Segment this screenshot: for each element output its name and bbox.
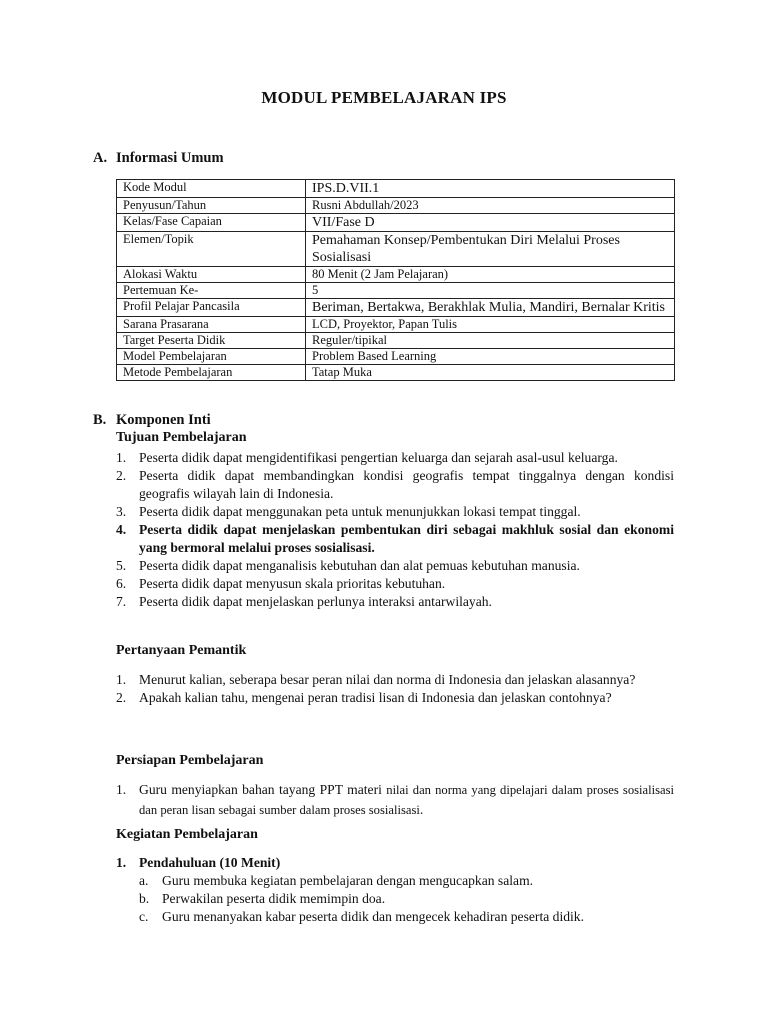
list-text: Peserta didik dapat menjelaskan pembentukan diri sebagai makhluk sosial dan ekonomi yang bermoral melalui proses sosialisasi.: [139, 522, 674, 555]
list-item: [116, 593, 674, 611]
list-letter: b.: [139, 891, 150, 906]
table-key: Profil Pelajar Pancasila: [117, 299, 306, 317]
table-key: Metode Pembelajaran: [117, 365, 306, 381]
table-value: Pemahaman Konsep/Pembentukan Diri Melalui Proses Sosialisasi: [306, 232, 675, 267]
list-number: 1.: [116, 672, 127, 687]
table-row: [117, 198, 675, 214]
table-value: Beriman, Bertakwa, Berakhlak Mulia, Mandiri, Bernalar Kritis: [306, 299, 675, 317]
list-text: Guru menanyakan kabar peserta didik dan mengecek kehadiran peserta didik.: [162, 909, 584, 924]
list-number: 6.: [116, 576, 127, 591]
list-item: [116, 854, 674, 872]
document-title: MODUL PEMBELAJARAN IPS: [261, 88, 507, 107]
list-item: [116, 503, 674, 521]
list-text: Guru menyiapkan bahan tayang PPT materi: [139, 782, 387, 797]
list-item: [116, 467, 674, 503]
list-item: [116, 575, 674, 593]
list-letter: a.: [139, 873, 149, 888]
kegiatan-heading: Kegiatan Pembelajaran: [116, 827, 258, 842]
list-text: Peserta didik dapat menyusun skala prioritas kebutuhan.: [139, 576, 446, 591]
tujuan-heading: Tujuan Pembelajaran: [116, 430, 247, 445]
table-value: 5: [306, 283, 675, 299]
table-value: Tatap Muka: [306, 365, 675, 381]
list-item: [116, 671, 674, 689]
section-a-letter: A.: [93, 150, 108, 166]
table-row: [117, 333, 675, 349]
table-row: [117, 283, 675, 299]
list-text: Guru membuka kegiatan pembelajaran dengan mengucapkan salam.: [162, 873, 534, 888]
table-row: [117, 214, 675, 232]
list-number: 4.: [116, 522, 127, 537]
list-text: Menurut kalian, seberapa besar peran nilai dan norma di Indonesia dan jelaskan alasannya?: [139, 672, 636, 687]
list-text: Peserta didik dapat mengidentifikasi pengertian keluarga dan sejarah asal-usul keluarga.: [139, 450, 618, 465]
pertanyaan-heading: Pertanyaan Pemantik: [116, 643, 247, 658]
table-key: Alokasi Waktu: [117, 267, 306, 283]
list-text: Peserta didik dapat menjelaskan perlunya interaksi antarwilayah.: [139, 594, 492, 609]
table-value: Problem Based Learning: [306, 349, 675, 365]
table-row: [117, 317, 675, 333]
table-key: Kelas/Fase Capaian: [117, 214, 306, 232]
list-text: Peserta didik dapat membandingkan kondisi geografis tempat tinggalnya dengan kondisi geografis wilayah lain di Indonesia.: [139, 468, 674, 501]
list-text: Perwakilan peserta didik memimpin doa.: [162, 891, 386, 906]
list-item: [116, 449, 674, 467]
list-text: Apakah kalian tahu, mengenai peran tradisi lisan di Indonesia dan jelaskan contohnya?: [139, 690, 612, 705]
list-item: [139, 872, 675, 890]
list-item: [116, 780, 674, 820]
list-number: 2.: [116, 468, 127, 483]
list-item: [139, 890, 675, 908]
list-number: 7.: [116, 594, 127, 609]
kegiatan-list: [116, 854, 674, 872]
table-row: [117, 180, 675, 198]
table-row: [117, 299, 675, 317]
table-key: Elemen/Topik: [117, 232, 306, 267]
table-value: LCD, Proyektor, Papan Tulis: [306, 317, 675, 333]
list-number: 1.: [116, 782, 127, 797]
table-value: 80 Menit (2 Jam Pelajaran): [306, 267, 675, 283]
list-item: [139, 908, 675, 926]
list-text: Peserta didik dapat menganalisis kebutuhan dan alat pemuas kebutuhan manusia.: [139, 558, 580, 573]
section-a-title: Informasi Umum: [116, 150, 224, 166]
list-item: [116, 521, 674, 557]
section-a-heading: [93, 150, 224, 167]
table-key: Target Peserta Didik: [117, 333, 306, 349]
section-b-title: Komponen Inti: [116, 412, 211, 428]
table-key: Kode Modul: [117, 180, 306, 198]
section-b-letter: B.: [93, 412, 107, 428]
table-row: [117, 232, 675, 267]
list-number: 1.: [116, 450, 127, 465]
list-text: Peserta didik dapat menggunakan peta untuk menunjukkan lokasi tempat tinggal.: [139, 504, 581, 519]
list-text: Pendahuluan (10 Menit): [139, 855, 281, 870]
list-text-small: nilai dan norma yang dipelajari dalam proses sosialisasi dan peran lisan sebagai sumber dalam proses sosialisasi: [139, 783, 674, 817]
table-row: [117, 267, 675, 283]
pertanyaan-list: [116, 671, 674, 707]
table-key: Penyusun/Tahun: [117, 198, 306, 214]
table-row: [117, 365, 675, 381]
table-value: Reguler/tipikal: [306, 333, 675, 349]
table-value: VII/Fase D: [306, 214, 675, 232]
table-key: Pertemuan Ke-: [117, 283, 306, 299]
section-b-heading: [93, 412, 211, 429]
kegiatan-sublist: [139, 872, 675, 926]
list-number: 3.: [116, 504, 127, 519]
table-key: Model Pembelajaran: [117, 349, 306, 365]
list-item: [116, 689, 674, 707]
list-number: 2.: [116, 690, 127, 705]
list-item: [116, 557, 674, 575]
tujuan-list: [116, 449, 674, 611]
table-row: [117, 349, 675, 365]
table-value: IPS.D.VII.1: [306, 180, 675, 198]
list-letter: c.: [139, 909, 149, 924]
table-key: Sarana Prasarana: [117, 317, 306, 333]
persiapan-heading: Persiapan Pembelajaran: [116, 753, 264, 768]
table-value: Rusni Abdullah/2023: [306, 198, 675, 214]
list-text-end: .: [419, 802, 424, 817]
list-number: 1.: [116, 855, 127, 870]
persiapan-list: [116, 780, 674, 820]
info-table: [116, 179, 675, 381]
list-number: 5.: [116, 558, 127, 573]
